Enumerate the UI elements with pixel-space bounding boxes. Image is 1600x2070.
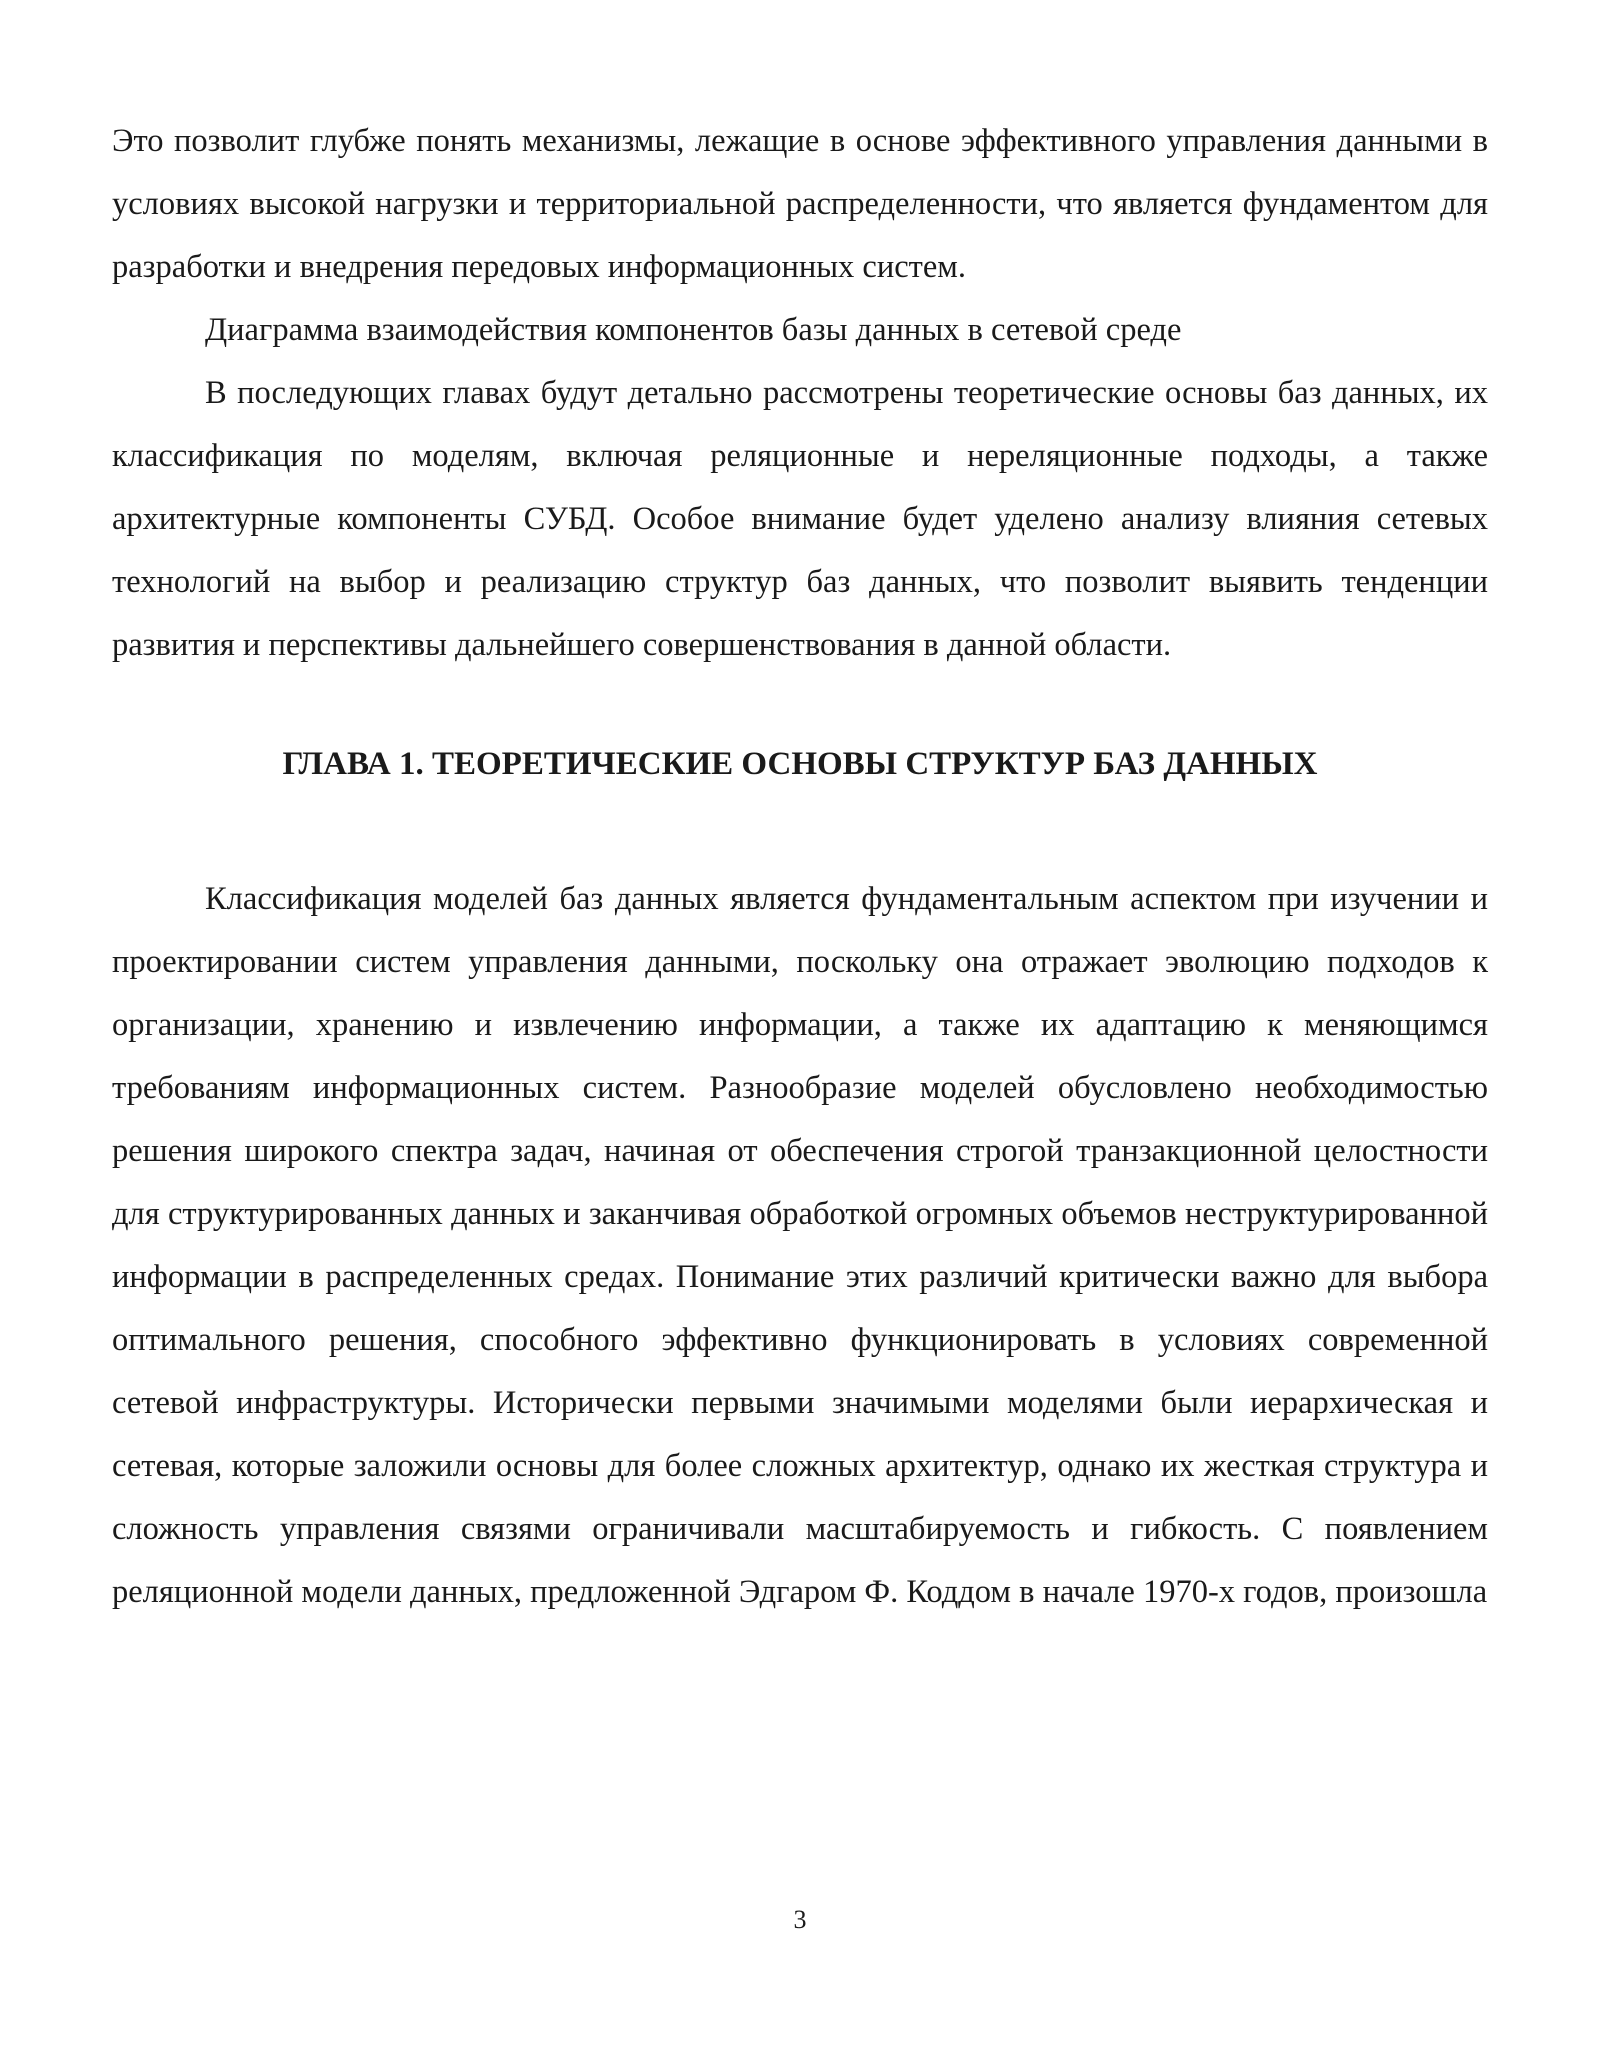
paragraph-chapters-overview: В последующих главах будут детально рассмотрены теоретические основы баз данных, их классификация по моделям, включая реляционные и нереляционные подходы, а также архитектурные компоненты СУБД. Особое внимание будет уделено анализу влияния сетевых технологий на выбор и реализацию структур баз данных, что позволит выявить тенденции развития и перспективы дальнейшего совершенствования в данной области. (112, 375, 1488, 663)
paragraph-intro-continuation: Это позволит глубже понять механизмы, лежащие в основе эффективного управления данными в условиях высокой нагрузки и территориальной распределенности, что является фундаментом для разработки и внедрения передовых информационных систем. (112, 123, 1488, 285)
chapter-heading: ГЛАВА 1. ТЕОРЕТИЧЕСКИЕ ОСНОВЫ СТРУКТУР БАЗ ДАННЫХ (282, 746, 1318, 782)
diagram-caption: Диаграмма взаимодействия компонентов базы данных в сетевой среде (205, 312, 1182, 348)
paragraph-models-classification: Классификация моделей баз данных является фундаментальным аспектом при изучении и проектировании систем управления данными, поскольку она отражает эволюцию подходов к организации, хранению и извлечению информации, а также их адаптацию к меняющимся требованиям информационных систем. Разнообразие моделей обусловлено необходимостью решения широкого спектра задач, начиная от обеспечения строгой транзакционной целостности для структурированных данных и заканчивая обработкой огромных объемов неструктурированной информации в распределенных средах. Понимание этих различий критически важно для выбора оптимального решения, способного эффективно функционировать в условиях современной сетевой инфраструктуры. Исторически первыми значимыми моделями были иерархическая и сетевая, которые заложили основы для более сложных архитектур, однако их жесткая структура и сложность управления связями ограничивали масштабируемость и гибкость. С появлением реляционной модели данных, предложенной Эдгаром Ф. Коддом в начале 1970-х годов, произошла (112, 881, 1488, 1610)
page-number: 3 (793, 1905, 807, 1934)
